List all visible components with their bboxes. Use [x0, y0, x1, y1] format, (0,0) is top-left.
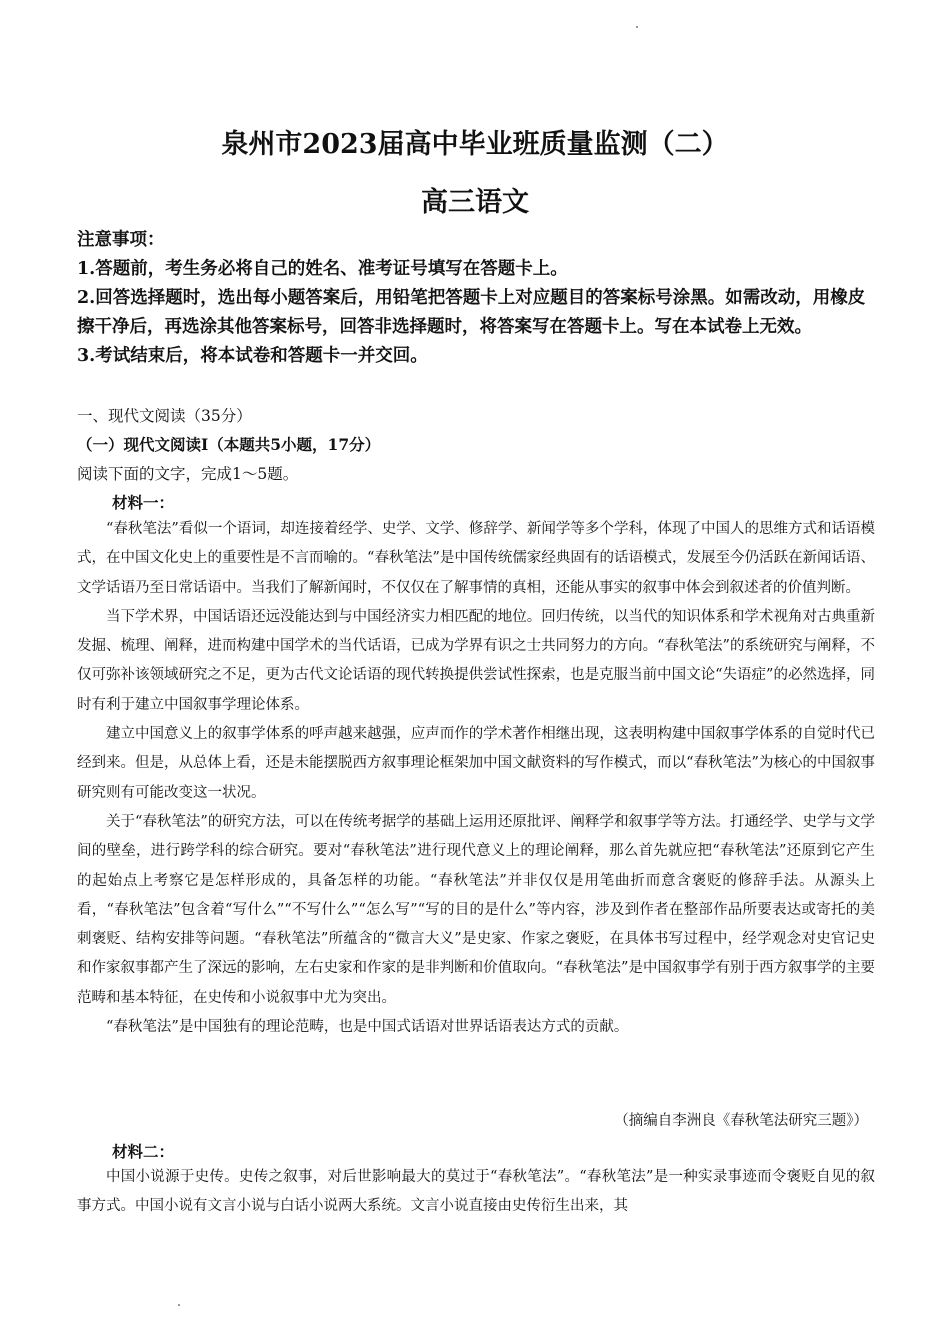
notes-item-2: 2.回答选择题时，选出每小题答案后，用铅笔把答题卡上对应题目的答案标号涂黑。如需改动，用橡皮擦干净后，再选涂其他答案标号，回答非选择题时，将答案写在答题卡上。写在本试卷上无效。: [77, 288, 866, 337]
material-one-label: 材料一：: [112, 493, 175, 512]
material-one-paragraph: 当下学术界，中国话语还远没能达到与中国经济实力相匹配的地位。回归传统，以当代的知识体系和学术视角对古典重新发掘、梳理、阐释，进而构建中国学术的当代话语，已成为学界有识之士共同努力的方向。“春秋笔法”的系统研究与阐释，不仅可弥补该领域研究之不足，更为古代文论话语的现代转换提供尝试性探索，也是克服当前中国文论“失语症”的必然选择，同时有利于建立中国叙事学理论体系。: [77, 608, 875, 713]
notes-heading: 注意事项：: [77, 230, 165, 250]
scan-dot-bottom: [178, 1304, 180, 1306]
material-two-label: 材料二：: [112, 1142, 175, 1161]
section-heading: 一、现代文阅读（35分）: [77, 407, 252, 425]
exam-title: 泉州市2023届高中毕业班质量监测（二）: [221, 129, 729, 160]
material-one-body: [77, 515, 875, 1042]
notes-block: [77, 226, 877, 371]
notes-item-3: 3.考试结束后，将本试卷和答题卡一并交回。: [77, 346, 428, 366]
material-one-source: （摘编自李洲良《春秋笔法研究三题》）: [614, 1113, 868, 1129]
material-one-paragraph: “春秋笔法”是中国独有的理论范畴，也是中国式话语对世界话语表达方式的贡献。: [106, 1019, 629, 1036]
notes-item-1: 1.答题前，考生务必将自己的姓名、准考证号填写在答题卡上。: [77, 259, 568, 279]
subsection-heading: （一）现代文阅读Ⅰ（本题共5小题，17分）: [77, 435, 381, 454]
scan-dot-top: [636, 26, 638, 28]
reading-instruction: 阅读下面的文字，完成1～5题。: [77, 465, 299, 483]
material-one-paragraph: 关于“春秋笔法”的研究方法，可以在传统考据学的基础上运用还原批评、阐释学和叙事学等方法。打通经学、史学与文学间的壁垒，进行跨学科的综合研究。要对“春秋笔法”进行现代意义上的理论阐释，那么首先就应把“春秋笔法”还原到它产生的起始点上考察它是怎样形成的，具备怎样的功能。“春秋笔法”并非仅仅是用笔曲折而意含褒贬的修辞手法。从源头上看，“春秋笔法”包含着“写什么”“不写什么”“怎么写”“写的目的是什么”等内容，涉及到作者在整部作品所要表达或寄托的美刺褒贬、结构安排等问题。“春秋笔法”所蕴含的“微言大义”是史家、作家之褒贬，在具体书写过程中，经学观念对史官记史和作家叙事都产生了深远的影响，左右史家和作家的是非判断和价值取向。“春秋笔法”是中国叙事学有别于西方叙事学的主要范畴和基本特征，在史传和小说叙事中尤为突出。: [77, 813, 875, 1006]
material-two-paragraph: 中国小说源于史传。史传之叙事，对后世影响最大的莫过于“春秋笔法”。“春秋笔法”是一种实录事迹而令褒贬自见的叙事方式。中国小说有文言小说与白话小说两大系统。文言小说直接由史传衍生出来，其: [77, 1169, 875, 1215]
exam-subtitle: 高三语文: [421, 187, 529, 218]
material-two-body: [77, 1163, 875, 1222]
material-one-paragraph: “春秋笔法”看似一个语词，却连接着经学、史学、文学、修辞学、新闻学等多个学科，体现了中国人的思维方式和话语模式，在中国文化史上的重要性是不言而喻的。“春秋笔法”是中国传统儒家经典固有的话语模式，发展至今仍活跃在新闻话语、文学话语乃至日常话语中。当我们了解新闻时，不仅仅在了解事情的真相，还能从事实的叙事中体会到叙述者的价值判断。: [77, 521, 875, 596]
material-one-paragraph: 建立中国意义上的叙事学体系的呼声越来越强，应声而作的学术著作相继出现，这表明构建中国叙事学体系的自觉时代已经到来。但是，从总体上看，还是未能摆脱西方叙事理论框架加中国文献资料的写作模式，而以“春秋笔法”为核心的中国叙事研究则有可能改变这一状况。: [77, 726, 875, 801]
